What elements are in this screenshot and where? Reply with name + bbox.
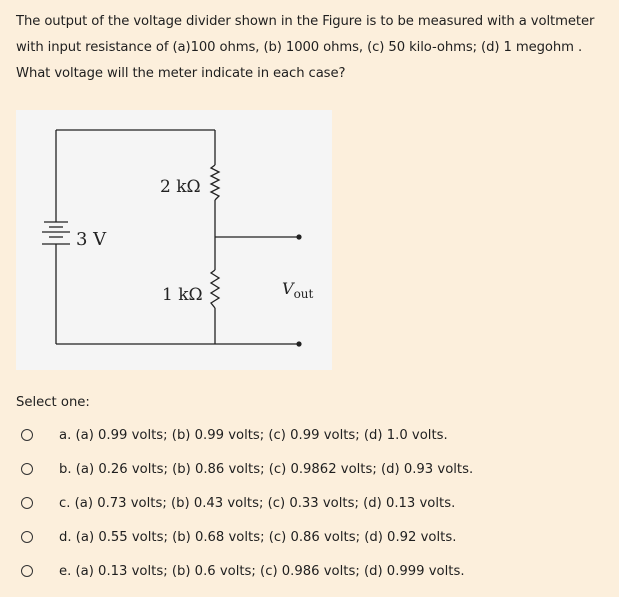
source-voltage-label: 3 V — [76, 229, 107, 250]
radio-button-icon[interactable] — [21, 565, 33, 577]
r2-label: 1 kΩ — [162, 285, 203, 305]
option-d[interactable] — [20, 525, 600, 549]
select-one-label: Select one: — [16, 395, 90, 410]
option-c-label: c. (a) 0.73 volts; (b) 0.43 volts; (c) 0.33 volts; (d) 0.13 volts. — [59, 495, 456, 511]
vout-terminal-bottom — [296, 341, 301, 346]
circuit-figure — [16, 110, 332, 370]
option-c[interactable] — [20, 491, 600, 515]
vout-terminal-top — [296, 234, 301, 239]
radio-button-icon[interactable] — [21, 429, 33, 441]
question-text: The output of the voltage divider shown in the Figure is to be measured with a voltmeter with input resistance of (a)100 ohms, (b) 1000 ohms, (c) 50 kilo-ohms; (d) 1 megohm . What voltage will the meter indicate in each case? — [16, 14, 595, 81]
option-a-label: a. (a) 0.99 volts; (b) 0.99 volts; (c) 0.99 volts; (d) 1.0 volts. — [59, 427, 448, 443]
vout-label — [282, 279, 314, 301]
voltage-divider-diagram — [16, 110, 332, 370]
vout-subscript: out — [293, 287, 314, 301]
radio-button-icon[interactable] — [21, 463, 33, 475]
option-b-label: b. (a) 0.26 volts; (b) 0.86 volts; (c) 0.9862 volts; (d) 0.93 volts. — [59, 461, 474, 477]
r1-label: 2 kΩ — [160, 177, 201, 197]
option-e[interactable] — [20, 559, 600, 583]
vout-main: V — [282, 279, 294, 298]
option-e-label: e. (a) 0.13 volts; (b) 0.6 volts; (c) 0.986 volts; (d) 0.999 volts. — [59, 563, 465, 579]
option-b[interactable] — [20, 457, 600, 481]
option-d-label: d. (a) 0.55 volts; (b) 0.68 volts; (c) 0.86 volts; (d) 0.92 volts. — [59, 529, 457, 545]
resistor-r1 — [211, 165, 219, 200]
radio-button-icon[interactable] — [21, 531, 33, 543]
battery-symbol — [42, 222, 70, 244]
resistor-r2 — [211, 270, 219, 308]
option-a[interactable] — [20, 423, 600, 447]
radio-button-icon[interactable] — [21, 497, 33, 509]
